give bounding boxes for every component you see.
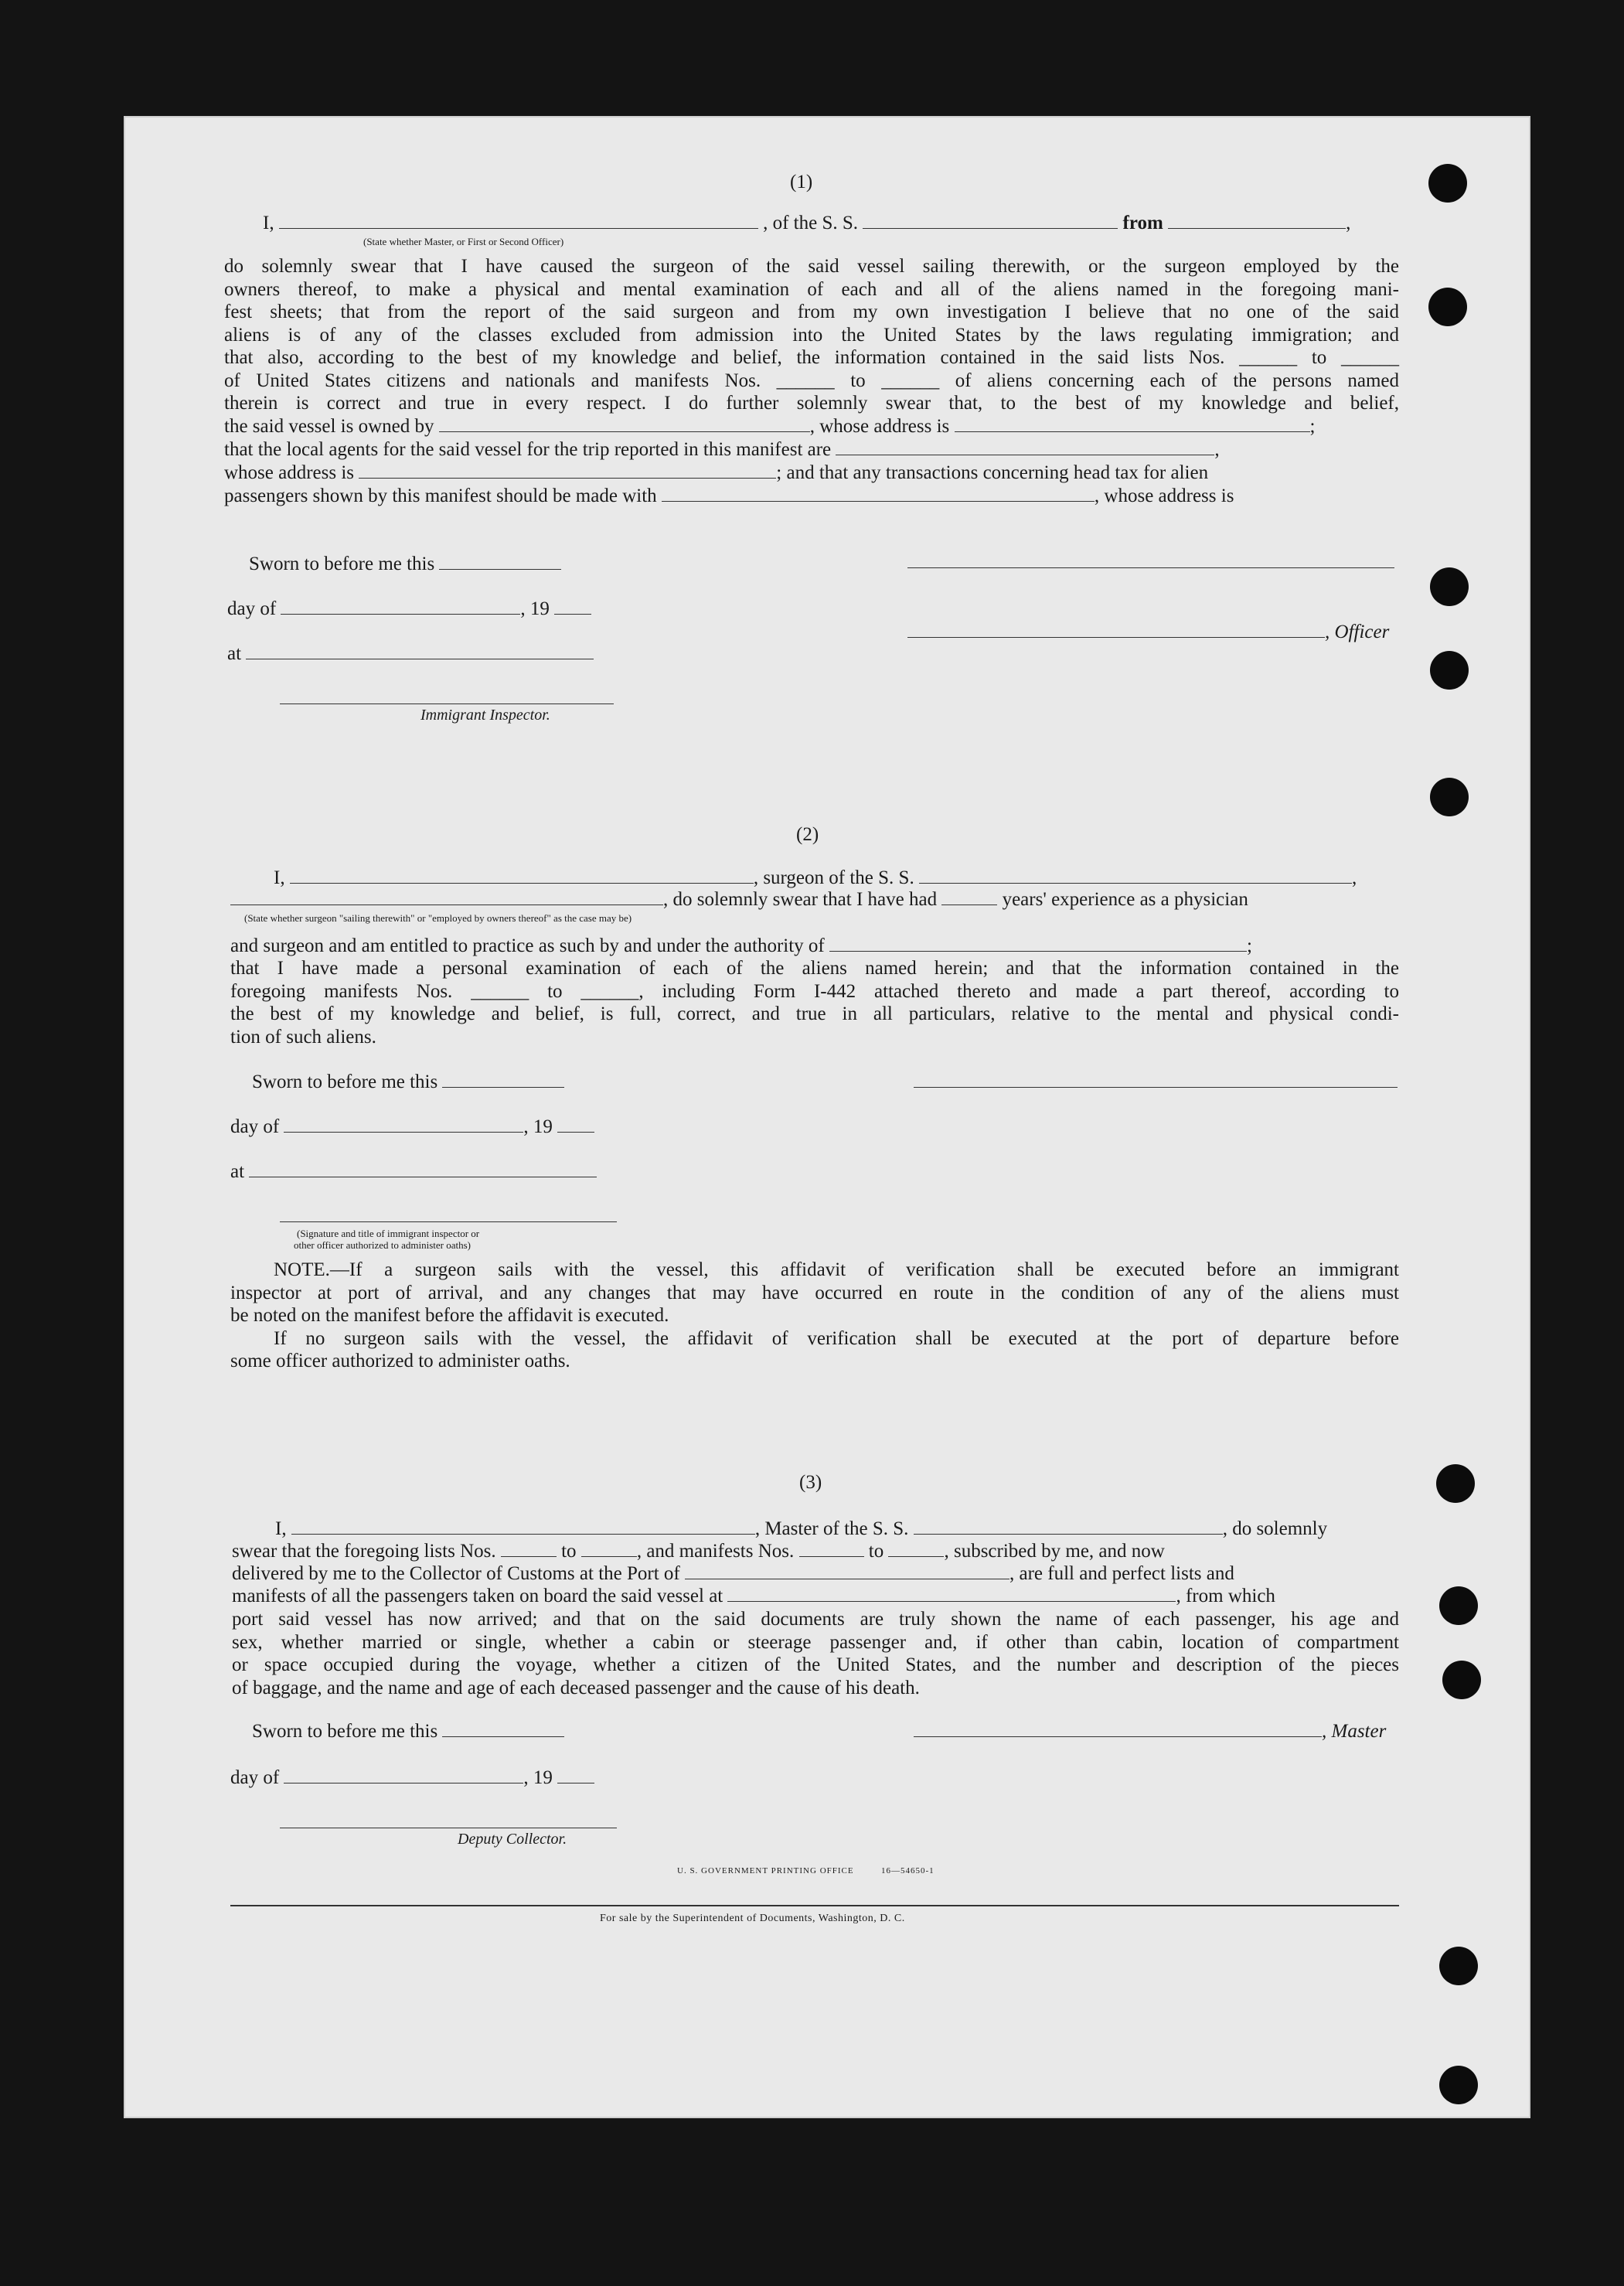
officer-rank-field[interactable] (279, 214, 758, 229)
master-signature-field[interactable] (914, 1722, 1322, 1737)
section-2-note: NOTE.—If a surgeon sails with the vessel, this affidavit of verification shall be executed before an immigrant inspector at port of arrival, and any changes that may have occurred en route in the condition of any of the aliens must be noted on the manifest before the affidavit is executed. If no surgeon sails with the vessel, the affidavit of verification shall be executed at the port of departure before some officer authorized to administer oaths. (230, 1259, 1399, 1371)
lists-to-field[interactable] (581, 1542, 637, 1557)
day-of-line-2: day of , 19 (230, 1116, 594, 1138)
section-2-number: (2) (796, 824, 819, 845)
form-number: 16—54650-1 (881, 1866, 935, 1875)
owner-field[interactable] (439, 417, 810, 432)
punch-hole (1430, 778, 1469, 816)
sworn-date-field[interactable] (442, 1722, 564, 1737)
section-1-number: (1) (790, 172, 813, 192)
at-place-field[interactable] (249, 1163, 597, 1177)
officer-signature-field[interactable] (907, 623, 1325, 638)
punch-hole (1439, 1947, 1478, 1985)
deputy-collector-caption: Deputy Collector. (458, 1831, 567, 1848)
authority-line: and surgeon and am entitled to practice as such by and under the authority of ; (230, 935, 1252, 956)
day-of-line-1: day of , 19 (227, 598, 591, 620)
sworn-date-field[interactable] (442, 1073, 564, 1088)
oath-officer-signature-line (280, 1221, 617, 1222)
manifests-to-field[interactable] (888, 1542, 944, 1557)
surgeon-name-field[interactable] (290, 869, 754, 884)
at-line-2: at (230, 1161, 597, 1183)
day-of-line-3: day of , 19 (230, 1767, 594, 1789)
master-signature-line: , Master (914, 1721, 1386, 1743)
sworn-date-field[interactable] (439, 555, 561, 570)
officer-signature-top-line (907, 567, 1394, 568)
year-field[interactable] (557, 1118, 594, 1133)
sworn-line-2: Sworn to before me this (252, 1071, 564, 1093)
surgeon-vessel-field[interactable] (919, 869, 1352, 884)
punch-hole (1430, 651, 1469, 690)
head-tax-agent-field[interactable] (662, 487, 1095, 502)
at-line-1: at (227, 643, 594, 665)
punch-hole (1442, 1661, 1481, 1699)
section-3-header-line: I, , Master of the S. S. , do solemnly (275, 1518, 1328, 1539)
section-3-number: (3) (799, 1472, 822, 1493)
owned-by-line: the said vessel is owned by , whose address is ; (224, 416, 1316, 437)
owner-address-field[interactable] (955, 417, 1310, 432)
surgeon-status-caption: (State whether surgeon "sailing therewith" or "employed by owners thereof" as the case may be) (244, 912, 632, 924)
punch-hole (1428, 164, 1467, 203)
head-tax-line: passengers shown by this manifest should be made with , whose address is (224, 485, 1234, 506)
sworn-line-3: Sworn to before me this (252, 1721, 564, 1743)
oath-officer-caption-1: (Signature and title of immigrant inspector or (297, 1228, 480, 1239)
years-experience-field[interactable] (941, 891, 997, 905)
sworn-line-1: Sworn to before me this (249, 554, 561, 575)
punch-hole (1439, 1586, 1478, 1625)
lists-nos-line: swear that the foregoing lists Nos. to , and manifests Nos. to , subscribed by me, and now (232, 1541, 1165, 1562)
agents-address-field[interactable] (359, 464, 776, 479)
port-of-arrival-field[interactable] (685, 1565, 1009, 1579)
section-1-oath-text: do solemnly swear that I have caused the surgeon of the said vessel sailing therewith, or the surgeon employed by the owners thereof, to make a physical and mental examination of each and all of the aliens named in the foregoing mani- fest sheets; that from the report of the said surgeon and from my own investigation I believe that no one of the said aliens is of any of the classes excluded from admission into the United States by the laws regulating immigration; and that also, according to the best of my knowledge and belief, the information contained in the said lists Nos. ______ to ______ of United States citizens and nationals and manifests Nos. ______ to ______ of aliens concerning each of the persons named therein is correct and true in every respect. I do further solemnly swear that, to the best of my knowledge and belief, (224, 256, 1399, 414)
officer-signature-line: , Officer (907, 622, 1389, 643)
at-place-field[interactable] (246, 645, 594, 659)
section-2-oath-text: that I have made a personal examination of each of the aliens named herein; and that the information contained in the foregoing manifests Nos. ______ to ______, including Form I-442 attached thereto and made a part thereof, according to the best of my knowledge and belief, is full, correct, and true in all particulars, relative to the mental and physical condi- tion of such aliens. (230, 958, 1399, 1048)
lists-from-field[interactable] (501, 1542, 557, 1557)
master-name-field[interactable] (291, 1520, 755, 1535)
day-of-field[interactable] (284, 1769, 523, 1783)
punch-hole (1439, 2066, 1478, 2104)
punch-hole (1428, 288, 1467, 326)
collector-port-line: delivered by me to the Collector of Customs at the Port of , are full and perfect lists and (232, 1563, 1234, 1584)
punch-hole (1436, 1464, 1475, 1503)
agents-address-line: whose address is ; and that any transactions concerning head tax for alien (224, 462, 1209, 483)
gpo-imprint: U. S. GOVERNMENT PRINTING OFFICE (677, 1866, 854, 1875)
local-agents-field[interactable] (836, 441, 1214, 455)
day-of-field[interactable] (281, 600, 520, 615)
footer-rule (230, 1905, 1399, 1906)
local-agents-line: that the local agents for the said vessel for the trip reported in this manifest are , (224, 439, 1220, 460)
day-of-field[interactable] (284, 1118, 523, 1133)
port-of-embarkation-field[interactable] (727, 1587, 1176, 1602)
officer-rank-caption: (State whether Master, or First or Second Officer) (363, 236, 564, 247)
section-2-header-line: I, , surgeon of the S. S. , (274, 867, 1357, 888)
surgeon-signature-line (914, 1087, 1398, 1088)
year-field[interactable] (557, 1769, 594, 1783)
surgeon-experience-line: , do solemnly swear that I have had years' experience as a physician (230, 889, 1248, 911)
year-field[interactable] (554, 600, 591, 615)
for-sale-note: For sale by the Superintendent of Documents, Washington, D. C. (600, 1913, 905, 1924)
authority-field[interactable] (829, 937, 1247, 952)
punch-hole (1430, 567, 1469, 606)
section-1-header-line: I, , of the S. S. from , (263, 213, 1351, 233)
section-3-oath-text: port said vessel has now arrived; and that on the said documents are truly shown the name of each passenger, his age and sex, whether married or single, whether a cabin or steerage passenger and, if other than cabin, location of compartment or space occupied during the voyage, whether a citizen of the United States, and the number and description of the pieces of baggage, and the name and age of each deceased passenger and the cause of his death. (232, 1609, 1399, 1698)
departure-port-field[interactable] (1168, 214, 1346, 229)
surgeon-status-field[interactable] (230, 891, 663, 905)
vessel-name-field[interactable] (863, 214, 1118, 229)
oath-officer-caption-2: other officer authorized to administer oaths) (294, 1239, 471, 1251)
inspector-caption: Immigrant Inspector. (420, 707, 550, 724)
manifests-from-field[interactable] (799, 1542, 864, 1557)
master-vessel-field[interactable] (914, 1520, 1223, 1535)
taken-on-board-line: manifests of all the passengers taken on board the said vessel at , from which (232, 1586, 1275, 1606)
